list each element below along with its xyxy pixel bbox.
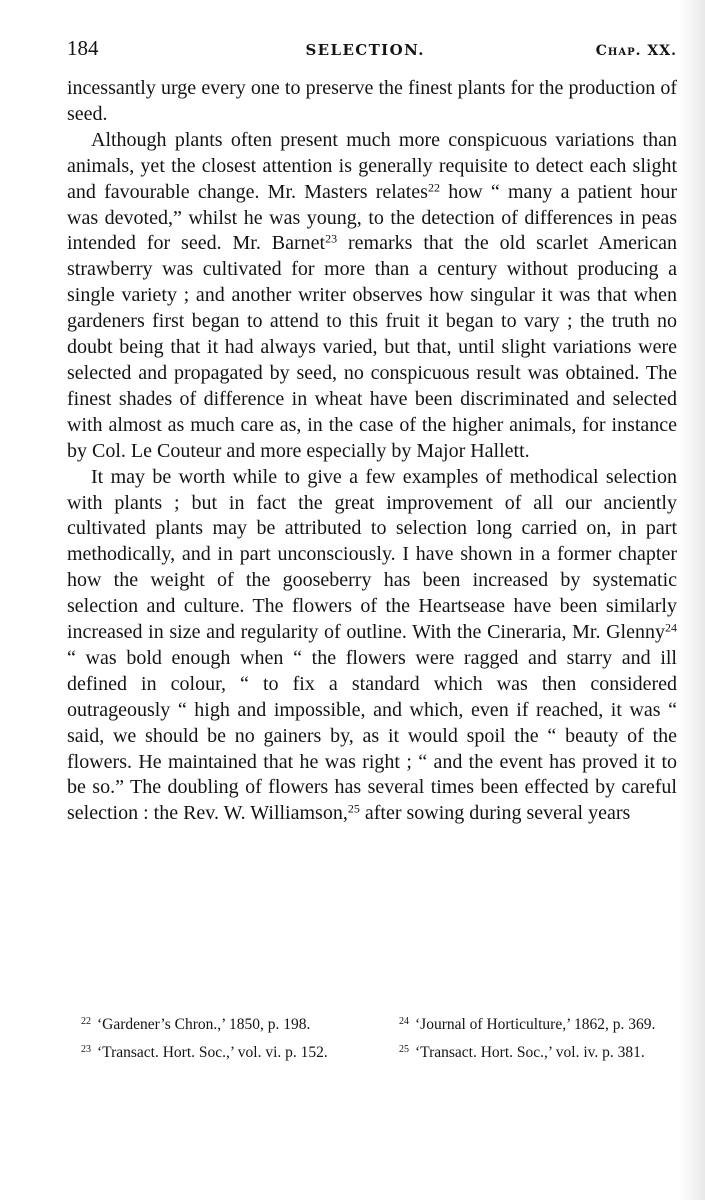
paragraph-text: It may be worth while to give a few examples of methodical selection with plants ; but in fact the great improvement of all our anciently cultivated plants may be attributed to selection long carried on, in part methodically, and in part unconsciously. I have shown in a former chapter how the weight of the gooseberry has been increased by systematic selection and culture. The flowers of the Heartsease have been similarly increased in size and regularity of outline. With the Cineraria, Mr. Glenny bbox=[67, 465, 677, 644]
footnote-ref-23: 23 bbox=[325, 231, 338, 246]
footnote-number: 25 bbox=[399, 1043, 409, 1055]
footnote-number: 22 bbox=[81, 1015, 91, 1027]
footnote-text: ‘Gardener’s Chron.,’ 1850, p. 198. bbox=[97, 1016, 311, 1033]
page-number: 184 bbox=[67, 36, 99, 60]
footnote-24 bbox=[385, 1016, 677, 1034]
body-text bbox=[67, 76, 677, 827]
footnote-22 bbox=[67, 1016, 349, 1034]
paragraph-text: how “ many a patient hour was devoted,” whilst he was young, to the detection of differences in peas intended for seed. Mr. Barnet bbox=[67, 180, 677, 255]
paragraph-text: incessantly urge every one to preserve the finest plants for the production of seed. bbox=[67, 77, 677, 125]
footnotes bbox=[67, 1016, 677, 1072]
running-header bbox=[67, 36, 677, 64]
footnote-25 bbox=[385, 1044, 677, 1062]
footnote-column-right bbox=[385, 1016, 677, 1072]
paragraph-text: “ was bold enough when “ the flowers were ragged and starry and ill defined in colour, “ to fix a standard which was then considered outrageously “ high and impossible, and which, even if reached, it was “ said, we should be no gainers by, as it would spoil the “ beauty of the flowers. He maintained that he was right ; “ and the event has proved it to be so.” The doubling of flowers has several times been effected by careful selection : the Rev. W. Williamson, bbox=[67, 646, 677, 825]
footnote-text: ‘Journal of Horticulture,’ 1862, p. 369. bbox=[415, 1016, 656, 1033]
footnote-ref-22: 22 bbox=[427, 180, 440, 195]
running-title: SELECTION. bbox=[305, 41, 425, 59]
footnote-number: 23 bbox=[81, 1043, 91, 1055]
footnote-column-left bbox=[67, 1016, 349, 1072]
paragraph bbox=[67, 128, 677, 465]
paragraph-continuation bbox=[67, 76, 677, 128]
footnote-ref-25: 25 bbox=[347, 801, 360, 816]
paragraph-text: Although plants often present much more conspicuous variations than animals, yet the closest attention is generally requisite to detect each slight and favourable change. Mr. Masters relates bbox=[67, 128, 677, 203]
footnote-number: 24 bbox=[399, 1015, 409, 1027]
footnote-ref-24: 24 bbox=[665, 620, 677, 635]
paragraph-text: after sowing during several years bbox=[359, 802, 631, 825]
footnote-text: ‘Transact. Hort. Soc.,’ vol. iv. p. 381. bbox=[415, 1044, 645, 1061]
paragraph-text: remarks that the old scarlet American strawberry was cultivated for more than a century without producing a single variety ; and another writer observes how singular it was that when gardeners first began to attend to this fruit it began to vary ; the truth no doubt being that it had always varied, but that, until slight variations were selected and propagated by seed, no conspicuous result was obtained. The finest shades of difference in wheat have been discriminated and selected with almost as much care as, in the case of the higher animals, for instance by Col. Le Couteur and more especially by Major Hallett. bbox=[67, 232, 677, 462]
paragraph bbox=[67, 465, 677, 828]
chapter-reference: Chap. XX. bbox=[595, 43, 677, 59]
footnote-text: ‘Transact. Hort. Soc.,’ vol. vi. p. 152. bbox=[97, 1044, 328, 1061]
footnote-23 bbox=[67, 1044, 349, 1062]
